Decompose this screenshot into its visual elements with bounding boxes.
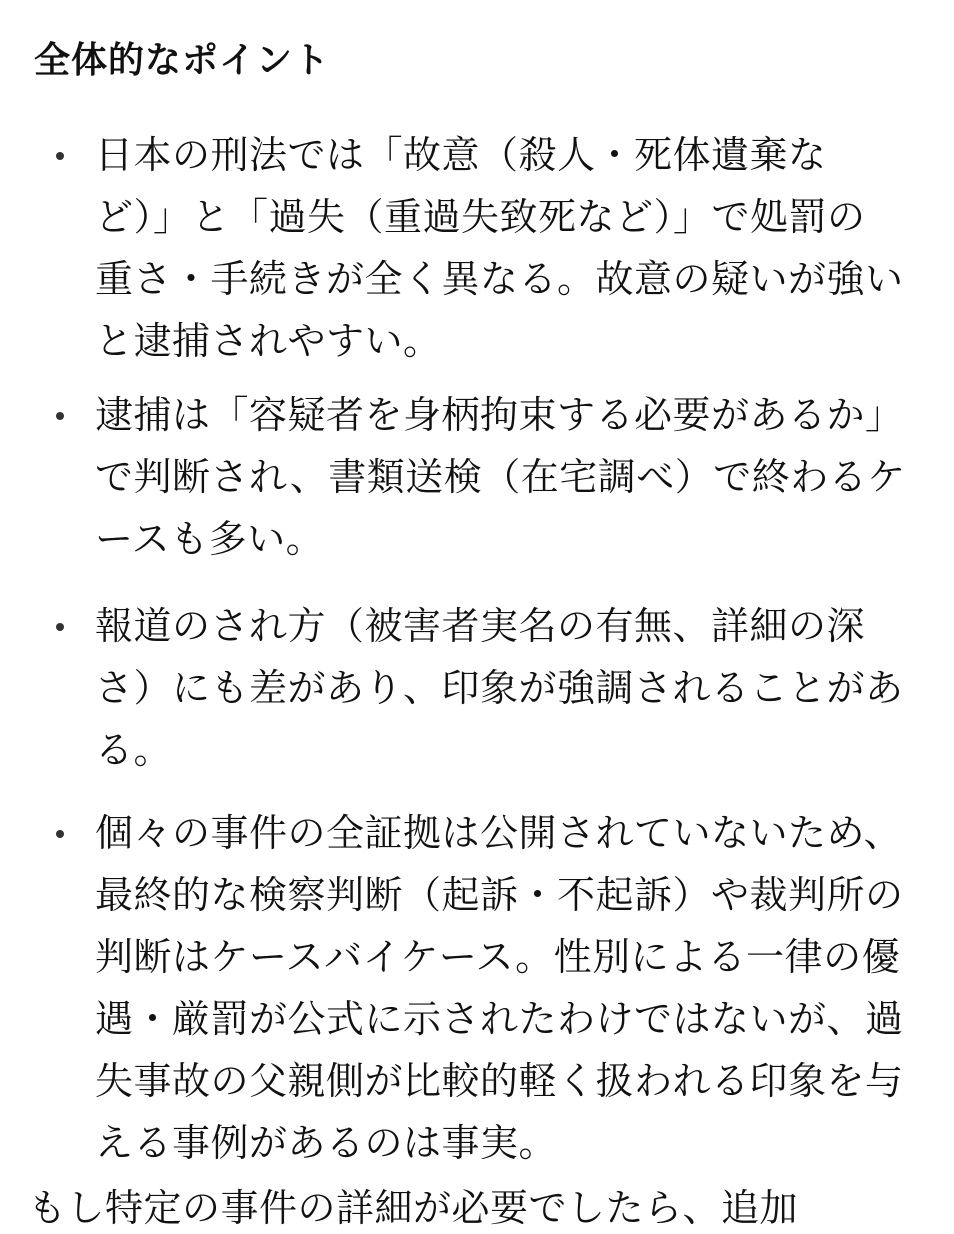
text-line: える事例があるのは事実。 [95, 1121, 558, 1165]
text-line: ど）」と「過失（重過失致死など）」で処罰の [95, 195, 866, 239]
text-line: 報道のされ方（被害者実名の有無、詳細の深 [95, 604, 866, 648]
section-heading: 全体的なポイント [34, 40, 331, 81]
text-line: 判断はケースバイケース。性別による一律の優 [95, 935, 901, 979]
bullet-icon [56, 830, 64, 838]
text-line: 最終的な検察判断（起訴・不起訴）や裁判所の [95, 873, 904, 917]
text-line: ースも多い。 [95, 517, 325, 561]
text-line: 失事故の父親側が比較的軽く扱われる印象を与 [95, 1059, 904, 1103]
point-text [95, 595, 925, 781]
text-line: で判断され、書類送検（在宅調べ）で終わるケ [95, 455, 906, 499]
text-line: 日本の刑法では「故意（殺人・死体遺棄な [95, 133, 827, 177]
text-line: と逮捕されやすい。 [95, 319, 442, 363]
bullet-icon [56, 152, 64, 160]
text-line: 遇・厳罰が公式に示されたわけではないが、過 [95, 997, 904, 1041]
point-text [95, 124, 925, 372]
bullet-icon [56, 412, 64, 420]
bullet-icon [56, 623, 64, 631]
cropped-follow-up-text: もし特定の事件の詳細が必要でしたら、追加 [28, 1186, 799, 1230]
text-line: 逮捕は「容疑者を身柄拘束する必要があるか」 [95, 393, 904, 437]
point-text [95, 802, 925, 1174]
text-line: さ）にも差があり、印象が強調されることがあ [95, 666, 904, 710]
text-line: 個々の事件の全証拠は公開されていないため、 [95, 811, 902, 855]
text-line: る。 [95, 728, 173, 772]
point-text [95, 384, 925, 570]
text-line: 重さ・手続きが全く異なる。故意の疑いが強い [95, 257, 904, 301]
